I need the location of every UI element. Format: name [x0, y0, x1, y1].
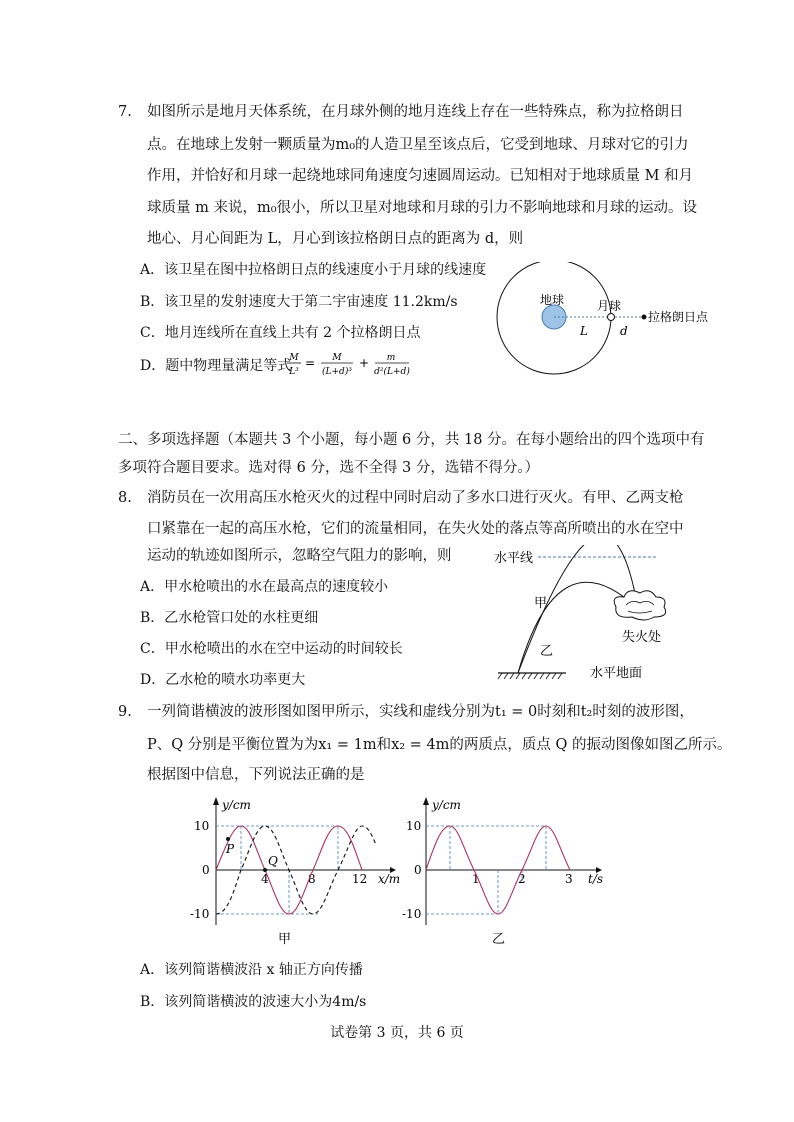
- q7-line-3: 作用，并恰好和月球一起绕地球同角速度匀速圆周运动。已知相对于地球质量 M 和月: [147, 168, 694, 184]
- q8-option-c: C．甲水枪喷出的水在空中运动的时间较长: [140, 641, 403, 657]
- moon-icon: [608, 314, 615, 321]
- q8-number: 8.: [118, 490, 132, 506]
- ground-label: 水平地面: [590, 666, 643, 681]
- y-tick: 0: [202, 863, 210, 877]
- formula-t2-num: m: [386, 353, 396, 363]
- lagrange-point-label: 拉格朗日点: [648, 310, 709, 324]
- y-tick: -10: [190, 907, 210, 921]
- q7-line-2: 点。在地球上发射一颗质量为m₀的人造卫星至该点后，它受到地球、月球对它的引力: [147, 137, 689, 153]
- q7-line-5: 地心、月心间距为 L，月心到该拉格朗日点的距离为 d，则: [147, 231, 524, 247]
- point-q-marker: [263, 868, 267, 872]
- x-tick: 8: [308, 872, 316, 886]
- water-trajectory-diagram: [488, 545, 708, 685]
- formula-eq: =: [304, 356, 316, 370]
- point-q-label: Q: [268, 854, 278, 868]
- graph-jia-caption: 甲: [278, 932, 292, 947]
- q7-number: 7.: [118, 104, 132, 120]
- section-2-line-1: 二、多项选择题（本题共 3 个小题，每小题 6 分，共 18 分。在每小题给出的四个选项中有: [118, 432, 705, 448]
- formula-plus: +: [358, 356, 370, 370]
- q8-line-3: 运动的轨迹如图所示，忽略空气阻力的影响，则: [147, 548, 452, 564]
- q9-line-2: P、Q 分别是平衡位置为为x₁ = 1m和x₂ = 4m的两质点，质点 Q 的振动图像如图乙所示。: [147, 737, 732, 753]
- y-tick: -10: [402, 907, 422, 921]
- earth-moon-diagram: [490, 262, 730, 384]
- q8-option-b: B．乙水枪管口处的水柱更细: [140, 610, 319, 626]
- q8-option-a: A．甲水枪喷出的水在最高点的速度较小: [140, 579, 389, 595]
- horizontal-line-label: 水平线: [494, 551, 534, 566]
- section-2-line-2: 多项符合题目要求。选对得 6 分，选不全得 3 分，选错不得分。）: [118, 460, 540, 476]
- page-footer: 试卷第 3 页，共 6 页: [330, 1025, 464, 1041]
- t-tick: 2: [518, 872, 526, 886]
- y-tick: 10: [406, 819, 422, 833]
- q7-option-c: C．地月连线所在直线上共有 2 个拉格朗日点: [140, 325, 421, 341]
- q8-line-2: 口紧靠在一起的高压水枪，它们的流量相同，在失火处的落点等高所喷出的水在空中: [147, 521, 684, 537]
- y-tick: 0: [414, 863, 422, 877]
- q7-option-d: D．题中物理量满足等式: [140, 358, 292, 374]
- q7-option-b: B．该卫星的发射速度大于第二宇宙速度 11.2km/s: [140, 294, 458, 310]
- x-axis-label: x/m: [378, 872, 401, 886]
- q7-formula: [285, 349, 425, 385]
- t-tick: 3: [565, 872, 573, 886]
- formula-lhs-num: M: [289, 353, 299, 363]
- q9-number: 9.: [118, 704, 132, 720]
- x-tick: 4: [261, 872, 269, 886]
- t-tick: 1: [472, 872, 480, 886]
- q9-option-b: B．该列简谐横波的波速大小为4m/s: [140, 994, 367, 1010]
- trajectory-yi-label: 乙: [540, 644, 554, 659]
- moon-label: 月球: [597, 299, 622, 313]
- point-p-marker: [226, 837, 230, 841]
- vibration-graph-yi: [400, 795, 610, 950]
- distance-l-label: L: [580, 324, 588, 338]
- q7-line-4: 球质量 m 来说，m₀很小，所以卫星对地球和月球的引力不影响地球和月球的运动。设: [147, 200, 698, 216]
- q7-option-a: A．该卫星在图中拉格朗日点的线速度小于月球的线速度: [140, 262, 487, 278]
- ground-hatching: [498, 673, 562, 679]
- graph-yi-caption: 乙: [492, 932, 506, 947]
- point-p-label: P: [226, 842, 235, 856]
- q9-option-a: A．该列简谐横波沿 x 轴正方向传播: [140, 962, 363, 978]
- y-axis-label: y/cm: [222, 798, 251, 812]
- y-tick: 10: [194, 819, 210, 833]
- y-axis-label: y/cm: [432, 798, 461, 812]
- q9-line-1: 一列简谐横波的波形图如图甲所示，实线和虚线分别为t₁ = 0时刻和t₂时刻的波形图，: [147, 704, 694, 720]
- formula-t1-den: (L+d)³: [322, 367, 352, 377]
- trajectory-jia-label: 甲: [534, 596, 548, 611]
- fire-label: 失火处: [622, 630, 662, 645]
- q8-line-1: 消防员在一次用高压水枪灭火的过程中同时启动了多水口进行灭火。有甲、乙两支枪: [147, 490, 684, 506]
- formula-lhs-den: L³: [289, 367, 299, 377]
- formula-t2-den: d²(L+d): [374, 367, 410, 377]
- x-tick: 12: [352, 872, 368, 886]
- t-axis-label: t/s: [588, 872, 604, 886]
- q8-option-d: D．乙水枪的喷水功率更大: [140, 672, 306, 688]
- earth-label: 地球: [540, 293, 565, 307]
- q7-line-1: 如图所示是地月天体系统，在月球外侧的地月连线上存在一些特殊点，称为拉格朗日: [147, 104, 684, 120]
- distance-d-label: d: [620, 324, 628, 338]
- wave-graph-jia: [190, 795, 405, 950]
- lagrange-point-icon: [642, 315, 647, 320]
- formula-t1-num: M: [332, 353, 342, 363]
- q9-line-3: 根据图中信息，下列说法正确的是: [147, 767, 365, 783]
